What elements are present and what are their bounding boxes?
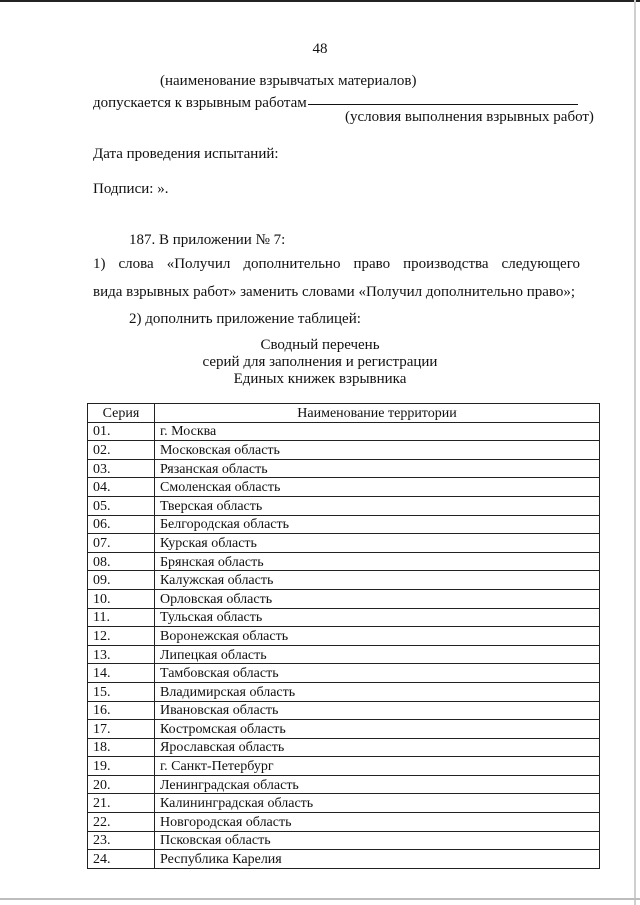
table-row xyxy=(88,534,600,553)
series-code: 16. xyxy=(88,701,155,720)
table-title-line-2: серий для заполнения и регистрации xyxy=(202,354,438,370)
table-row xyxy=(88,608,600,627)
word: слова xyxy=(118,256,154,272)
territory-name: Ленинградская область xyxy=(155,775,600,794)
table-row xyxy=(88,441,600,460)
territory-name: Тверская область xyxy=(155,496,600,515)
territory-name: Ярославская область xyxy=(155,738,600,757)
table-row xyxy=(88,664,600,683)
series-code: 10. xyxy=(88,589,155,608)
word: «Получил xyxy=(166,256,231,272)
territory-name: Белгородская область xyxy=(155,515,600,534)
series-code: 14. xyxy=(88,664,155,683)
table-row xyxy=(88,682,600,701)
territory-name: Республика Карелия xyxy=(155,850,600,869)
territory-name: Ивановская область xyxy=(155,701,600,720)
table-row xyxy=(88,813,600,832)
table-row xyxy=(88,459,600,478)
table-row xyxy=(88,496,600,515)
territory-name: Брянская область xyxy=(155,552,600,571)
territory-name: Псковская область xyxy=(155,831,600,850)
series-code: 03. xyxy=(88,459,155,478)
table-row xyxy=(88,478,600,497)
series-code: 15. xyxy=(88,682,155,701)
table-title-line-3: Единых книжек взрывника xyxy=(233,371,407,387)
admitted-to-line: допускается к взрывным работам xyxy=(93,95,307,111)
word: 1) xyxy=(93,256,106,272)
table-row xyxy=(88,757,600,776)
territory-name: Тамбовская область xyxy=(155,664,600,683)
test-date-line: Дата проведения испытаний: xyxy=(93,146,279,162)
word: следующего xyxy=(501,256,580,272)
series-code: 08. xyxy=(88,552,155,571)
territory-name: Липецкая область xyxy=(155,645,600,664)
territory-name: Костромская область xyxy=(155,720,600,739)
table-row xyxy=(88,627,600,646)
territory-name: Курская область xyxy=(155,534,600,553)
word: дополнительно xyxy=(243,256,341,272)
territory-name: Воронежская область xyxy=(155,627,600,646)
series-code: 05. xyxy=(88,496,155,515)
territory-name: Калининградская область xyxy=(155,794,600,813)
series-code: 06. xyxy=(88,515,155,534)
series-code: 17. xyxy=(88,720,155,739)
series-code: 21. xyxy=(88,794,155,813)
table-row xyxy=(88,645,600,664)
header-territory: Наименование территории xyxy=(155,404,600,423)
territory-name: Владимирская область xyxy=(155,682,600,701)
territory-name: г. Санкт-Петербург xyxy=(155,757,600,776)
header-series: Серия xyxy=(88,404,155,423)
series-code: 02. xyxy=(88,441,155,460)
subitem-2: 2) дополнить приложение таблицей: xyxy=(129,311,361,327)
materials-caption: (наименование взрывчатых материалов) xyxy=(160,73,417,89)
table-row xyxy=(88,515,600,534)
territory-name: Новгородская область xyxy=(155,813,600,832)
table-row xyxy=(88,589,600,608)
table-row xyxy=(88,850,600,869)
series-code: 24. xyxy=(88,850,155,869)
territory-name: Рязанская область xyxy=(155,459,600,478)
table-row xyxy=(88,831,600,850)
series-table xyxy=(87,403,600,869)
page-top-border xyxy=(0,0,640,2)
table-row xyxy=(88,794,600,813)
item-187-heading: 187. В приложении № 7: xyxy=(129,232,286,248)
series-code: 01. xyxy=(88,422,155,441)
table-title-line-1: Сводный перечень xyxy=(260,337,380,353)
signatures-line: Подписи: ». xyxy=(93,181,169,197)
series-code: 13. xyxy=(88,645,155,664)
word: право xyxy=(353,256,391,272)
table-row xyxy=(88,720,600,739)
series-code: 12. xyxy=(88,627,155,646)
territory-name: Орловская область xyxy=(155,589,600,608)
territory-name: Калужская область xyxy=(155,571,600,590)
series-code: 23. xyxy=(88,831,155,850)
territory-name: г. Москва xyxy=(155,422,600,441)
table-row xyxy=(88,552,600,571)
subitem-1-continuation: вида взрывных работ» заменить словами «Получил дополнительно право»; xyxy=(93,284,576,300)
table-row xyxy=(88,571,600,590)
table-row xyxy=(88,422,600,441)
series-code: 07. xyxy=(88,534,155,553)
series-code: 19. xyxy=(88,757,155,776)
territory-name: Тульская область xyxy=(155,608,600,627)
table-header-row xyxy=(88,404,600,423)
table-row xyxy=(88,738,600,757)
table-row xyxy=(88,701,600,720)
subitem-1-first-line xyxy=(93,255,580,273)
series-code: 22. xyxy=(88,813,155,832)
series-code: 20. xyxy=(88,775,155,794)
series-code: 09. xyxy=(88,571,155,590)
page-bottom-border xyxy=(0,898,640,900)
territory-name: Московская область xyxy=(155,441,600,460)
series-code: 18. xyxy=(88,738,155,757)
page-number: 48 xyxy=(312,41,328,57)
word: производства xyxy=(403,256,489,272)
territory-name: Смоленская область xyxy=(155,478,600,497)
table-row xyxy=(88,775,600,794)
conditions-caption: (условия выполнения взрывных работ) xyxy=(345,109,594,125)
series-code: 04. xyxy=(88,478,155,497)
conditions-underline xyxy=(308,104,578,105)
page-right-border xyxy=(634,0,636,905)
series-code: 11. xyxy=(88,608,155,627)
